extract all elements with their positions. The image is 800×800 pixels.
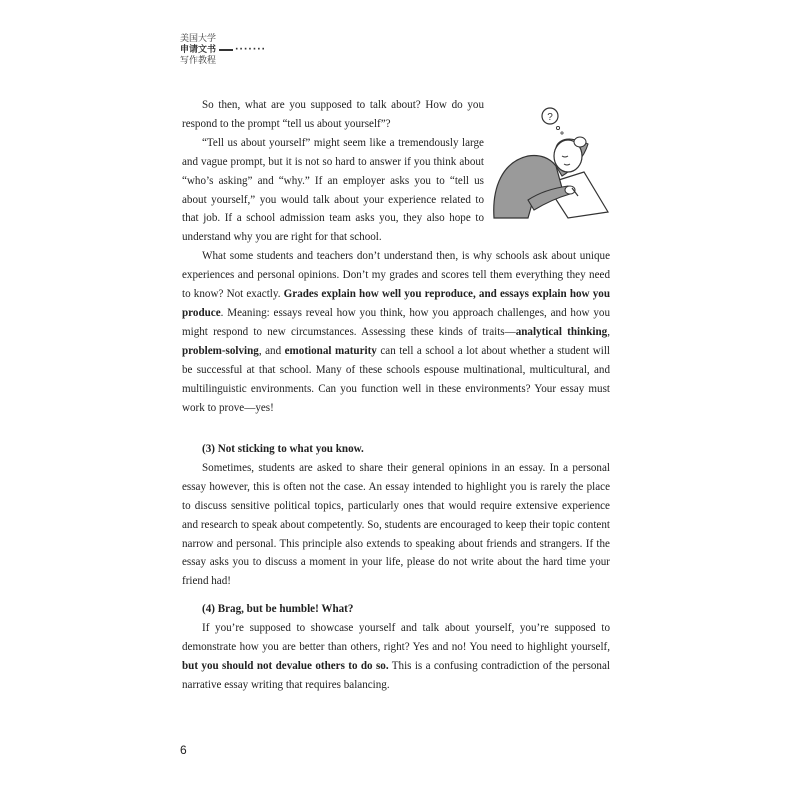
p3-text-c: . Meaning: essays reveal how you think, how you approach challenges, and how you might respond to new circumstances. Assessing these kinds of traits— xyxy=(182,306,610,338)
intro-paragraph-1: So then, what are you supposed to talk about? How do you respond to the prompt “tell us about yourself”? xyxy=(182,99,484,130)
bubble-question-mark: ? xyxy=(547,112,553,123)
running-header xyxy=(180,34,266,67)
p3-bold-problem-solving: problem-solving xyxy=(182,344,259,357)
intro-paragraph-3 xyxy=(182,247,610,417)
page-number: 6 xyxy=(180,743,187,757)
section-3 xyxy=(182,440,610,591)
p3-text-i: can tell a school a lot about whether a student will be successful at that school. Many of these schools espouse multinational, multicultural, and multilinguistic environments. Can you function well in these environments? Your essay must work to prove—yes! xyxy=(182,344,610,414)
s4-text-c: This is a confusing contradiction of the personal narrative essay writing that requires balancing. xyxy=(182,659,610,691)
p3-bold-analytical: analytical thinking xyxy=(515,325,608,338)
header-line-2 xyxy=(180,45,266,56)
header-title: 申请文书 xyxy=(180,45,217,55)
section-4 xyxy=(182,600,610,695)
header-dash xyxy=(219,49,233,51)
section-4-heading: (4) Brag, but be humble! What? xyxy=(202,603,354,615)
section-4-paragraph xyxy=(182,619,610,695)
header-line-3: 写作教程 xyxy=(180,56,217,66)
p3-text-a: What some students and teachers don’t understand then, is why schools ask about unique experiences and personal opinions. Don’t my grades and scores tell them everything they need to know? Not exactly. xyxy=(182,250,610,301)
p3-text-g: , and xyxy=(258,344,285,357)
section-3-heading: (3) Not sticking to what you know. xyxy=(202,443,364,455)
header-dots: ······· xyxy=(235,45,266,55)
p3-bold-grades: Grades explain how well you reproduce, and essays explain how you produce xyxy=(182,288,610,319)
p3-text-e: , xyxy=(607,325,610,338)
s4-bold: but you should not devalue others to do so. xyxy=(182,659,389,672)
intro-section xyxy=(182,96,610,417)
intro-paragraph-2: “Tell us about yourself” might seem like a tremendously large and vague prompt, but it is not so hard to answer if you think about “who’s asking” and “why.” If an employer asks you to “tell us about yourself,” you would talk about your experience related to that job. If a school admission team asks you, they also hope to understand why you are right for that school. xyxy=(182,136,484,244)
p3-bold-emotional: emotional maturity xyxy=(284,344,377,357)
header-line-1: 美国大学 xyxy=(180,34,217,44)
s4-text-a: If you’re supposed to showcase yourself and talk about yourself, you’re supposed to demonstrate how you are better than others, right? Yes and no! You need to highlight yourself, xyxy=(182,621,610,653)
section-3-paragraph: Sometimes, students are asked to share their general opinions in an essay. In a personal essay however, this is often not the case. An essay intended to highlight you is rarely the place to discuss sensitive political topics, particularly ones that would require extensive experience and research to speak about competently. So, students are encouraged to keep their topic content narrow and personal. This principle also extends to speaking about friends and strangers. If the essay asks you to discuss a moment in your life, please do not write about the hard time your friend had! xyxy=(182,461,610,588)
